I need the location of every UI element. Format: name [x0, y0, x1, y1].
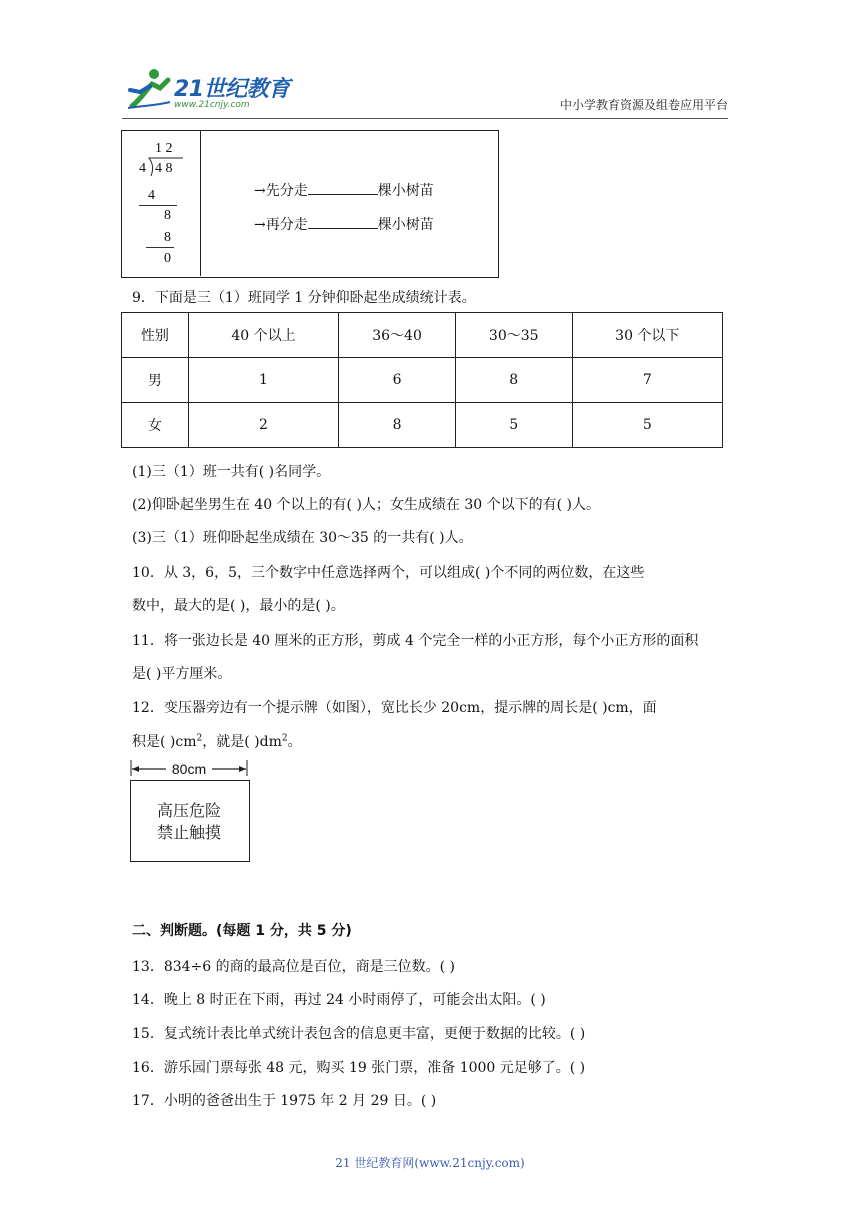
header-divider: [122, 118, 728, 119]
q12-line2: 积是( )$cm^2$，就是( )$dm^2$。: [132, 733, 302, 750]
division-step2: 8: [164, 208, 171, 223]
division-quotient: 1 2: [155, 141, 173, 156]
division-dividend: 4 8: [155, 161, 173, 176]
judge-question: 14．晚上 8 时正在下雨，再过 24 小时雨停了，可能会出太阳。( ): [132, 992, 546, 1008]
table-header: 30 个以下: [572, 313, 722, 358]
answer-blank[interactable]: [308, 214, 378, 229]
table-cell: 8: [455, 358, 572, 403]
table-cell: 8: [339, 403, 456, 448]
judge-question: 15．复式统计表比单式统计表包含的信息更丰富，更便于数据的比较。( ): [132, 1026, 586, 1042]
table-header-row: [122, 313, 723, 358]
q10-line2: 数中，最大的是( )，最小的是( )。: [132, 598, 345, 614]
logo-text: 21世纪教育: [174, 77, 290, 102]
table-cell: 5: [572, 403, 722, 448]
division-step4: 0: [164, 251, 171, 266]
table-header: 性别: [122, 313, 189, 358]
division-line: [146, 247, 174, 248]
footer[interactable]: 21 世纪教育网(www.21cnjy.com): [335, 1156, 525, 1170]
table-header: 40 个以上: [188, 313, 338, 358]
q8-line2: →再分走 棵小树苗: [254, 214, 434, 234]
logo-url: www.21cnjy.com: [174, 100, 250, 110]
runner-logo-icon: [124, 66, 174, 110]
table-row: [122, 358, 723, 403]
q9-sub1: (1)三（1）班一共有( )名同学。: [132, 464, 331, 480]
table-cell: 男: [122, 358, 189, 403]
table-cell: 1: [188, 358, 338, 403]
q8-line1: →先分走 棵小树苗: [254, 180, 434, 200]
dimension-label: 80cm: [171, 761, 207, 777]
warning-sign-text: 高压危险 禁止触摸: [156, 801, 221, 842]
q11-line1: 11．将一张边长是 40 厘米的正方形，剪成 4 个完全一样的小正方形，每个小正方形的面积: [132, 633, 699, 649]
situp-stats-table: [121, 312, 723, 448]
table-header: 30～35: [455, 313, 572, 358]
judge-question: 13．834÷6 的商的最高位是百位，商是三位数。( ): [132, 959, 455, 975]
section-heading: 二、判断题。(每题 1 分，共 5 分): [132, 923, 352, 939]
judge-question: 16．游乐园门票每张 48 元，购买 19 张门票，准备 1000 元足够了。( ): [132, 1060, 586, 1076]
judge-question: 17．小明的爸爸出生于 1975 年 2 月 29 日。( ): [132, 1093, 437, 1109]
q9-title: 9．下面是三（1）班同学 1 分钟仰卧起坐成绩统计表。: [132, 290, 476, 306]
q9-sub3: (3)三（1）班仰卧起坐成绩在 30～35 的一共有( )人。: [132, 530, 473, 546]
table-cell: 6: [339, 358, 456, 403]
table-cell: 7: [572, 358, 722, 403]
table-cell: 2: [188, 403, 338, 448]
division-step3: 8: [164, 230, 171, 245]
table-cell: 女: [122, 403, 189, 448]
q12-line1: 12．变压器旁边有一个提示牌（如图），宽比长少 20cm，提示牌的周长是( )cm，面: [132, 700, 657, 716]
division-line: [139, 205, 177, 206]
platform-name: 中小学教育资源及组卷应用平台: [559, 98, 728, 112]
answer-blank[interactable]: [308, 180, 378, 195]
logo: [124, 66, 294, 116]
division-box: [121, 130, 499, 278]
q9-sub2: (2)仰卧起坐男生在 40 个以上的有( )人；女生成绩在 30 个以下的有( )人。: [132, 497, 601, 513]
table-cell: 5: [455, 403, 572, 448]
division-box-divider: [200, 130, 201, 276]
division-divisor: 4: [139, 161, 146, 176]
table-header: 36～40: [339, 313, 456, 358]
table-row: [122, 403, 723, 448]
division-step1: 4: [148, 188, 155, 203]
q11-line2: 是( )平方厘米。: [132, 666, 232, 682]
q10-line1: 10．从 3，6，5，三个数字中任意选择两个，可以组成( )个不同的两位数，在这些: [132, 565, 645, 581]
